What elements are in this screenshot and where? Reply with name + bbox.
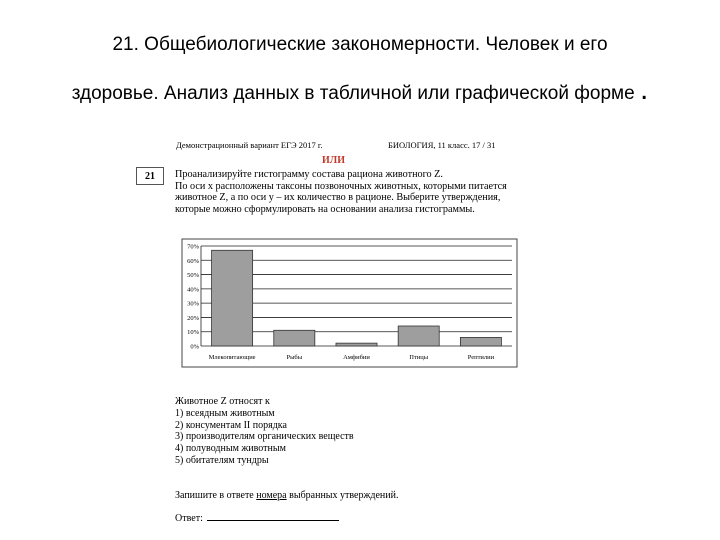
write-prefix: Запишите в ответе <box>175 490 257 501</box>
chart-bar <box>398 326 439 346</box>
chart-category-label: Рептилии <box>467 354 495 361</box>
task-text <box>175 169 515 215</box>
answer-option-1: 1) всеядным животным <box>175 407 275 419</box>
diet-histogram <box>178 238 518 368</box>
chart-ytick-label: 40% <box>187 286 199 294</box>
answer-blank-line[interactable] <box>207 512 339 521</box>
chart-category-label: Амфибии <box>343 354 370 361</box>
write-suffix: выбранных утверждений. <box>286 490 399 501</box>
task-line: которые можно сформулировать на основании анализа гистограммы. <box>175 203 475 215</box>
answers-intro: Животное Z относят к <box>175 396 270 407</box>
write-underlined: номера <box>256 490 287 501</box>
task-line: По оси x расположены таксоны позвоночных животных, которыми питается <box>175 180 507 192</box>
chart-ytick-label: 70% <box>187 243 199 251</box>
chart-ytick-label: 20% <box>187 314 199 322</box>
chart-ytick-label: 30% <box>187 300 199 308</box>
task-line: животное Z, а по оси y – их количество в рационе. Выберите утверждения, <box>175 192 501 204</box>
chart-ytick-label: 50% <box>187 272 199 280</box>
chart-bar <box>460 337 501 346</box>
task-number-box: 21 <box>136 167 164 185</box>
chart-ytick-label: 0% <box>190 343 199 351</box>
chart-ytick-label: 60% <box>187 257 199 265</box>
chart-category-label: Птицы <box>409 354 429 361</box>
answer-label: Ответ: <box>175 513 203 524</box>
answer-field <box>175 512 339 524</box>
chart-category-label: Млекопитающие <box>208 354 256 361</box>
write-instruction <box>175 490 398 501</box>
task-line: Проанализируйте гистограмму состава рациона животного Z. <box>175 169 443 180</box>
slide-title-line-1: 21. Общебиологические закономерности. Человек и его <box>112 34 608 55</box>
exam-header-right: БИОЛОГИЯ, 11 класс. 17 / 31 <box>388 140 496 150</box>
chart-bar <box>336 343 377 346</box>
exam-header-left: Демонстрационный вариант ЕГЭ 2017 г. <box>176 140 323 150</box>
answer-option-5: 5) обитателям тундры <box>175 454 269 466</box>
slide-title-line-2-text: здоровье. Анализ данных в табличной или графической форме <box>71 83 635 104</box>
or-label: ИЛИ <box>322 155 346 166</box>
chart-bar <box>274 330 315 346</box>
answer-option-3: 3) производителям органических веществ <box>175 431 354 443</box>
chart-bar <box>212 250 253 346</box>
chart-category-label: Рыбы <box>286 354 303 361</box>
slide-title-dot: . <box>639 73 649 106</box>
answer-options <box>175 396 354 467</box>
chart-ytick-label: 10% <box>187 329 199 337</box>
answer-option-4: 4) полуводным животным <box>175 443 286 455</box>
answer-option-2: 2) консументам II порядка <box>175 419 287 431</box>
